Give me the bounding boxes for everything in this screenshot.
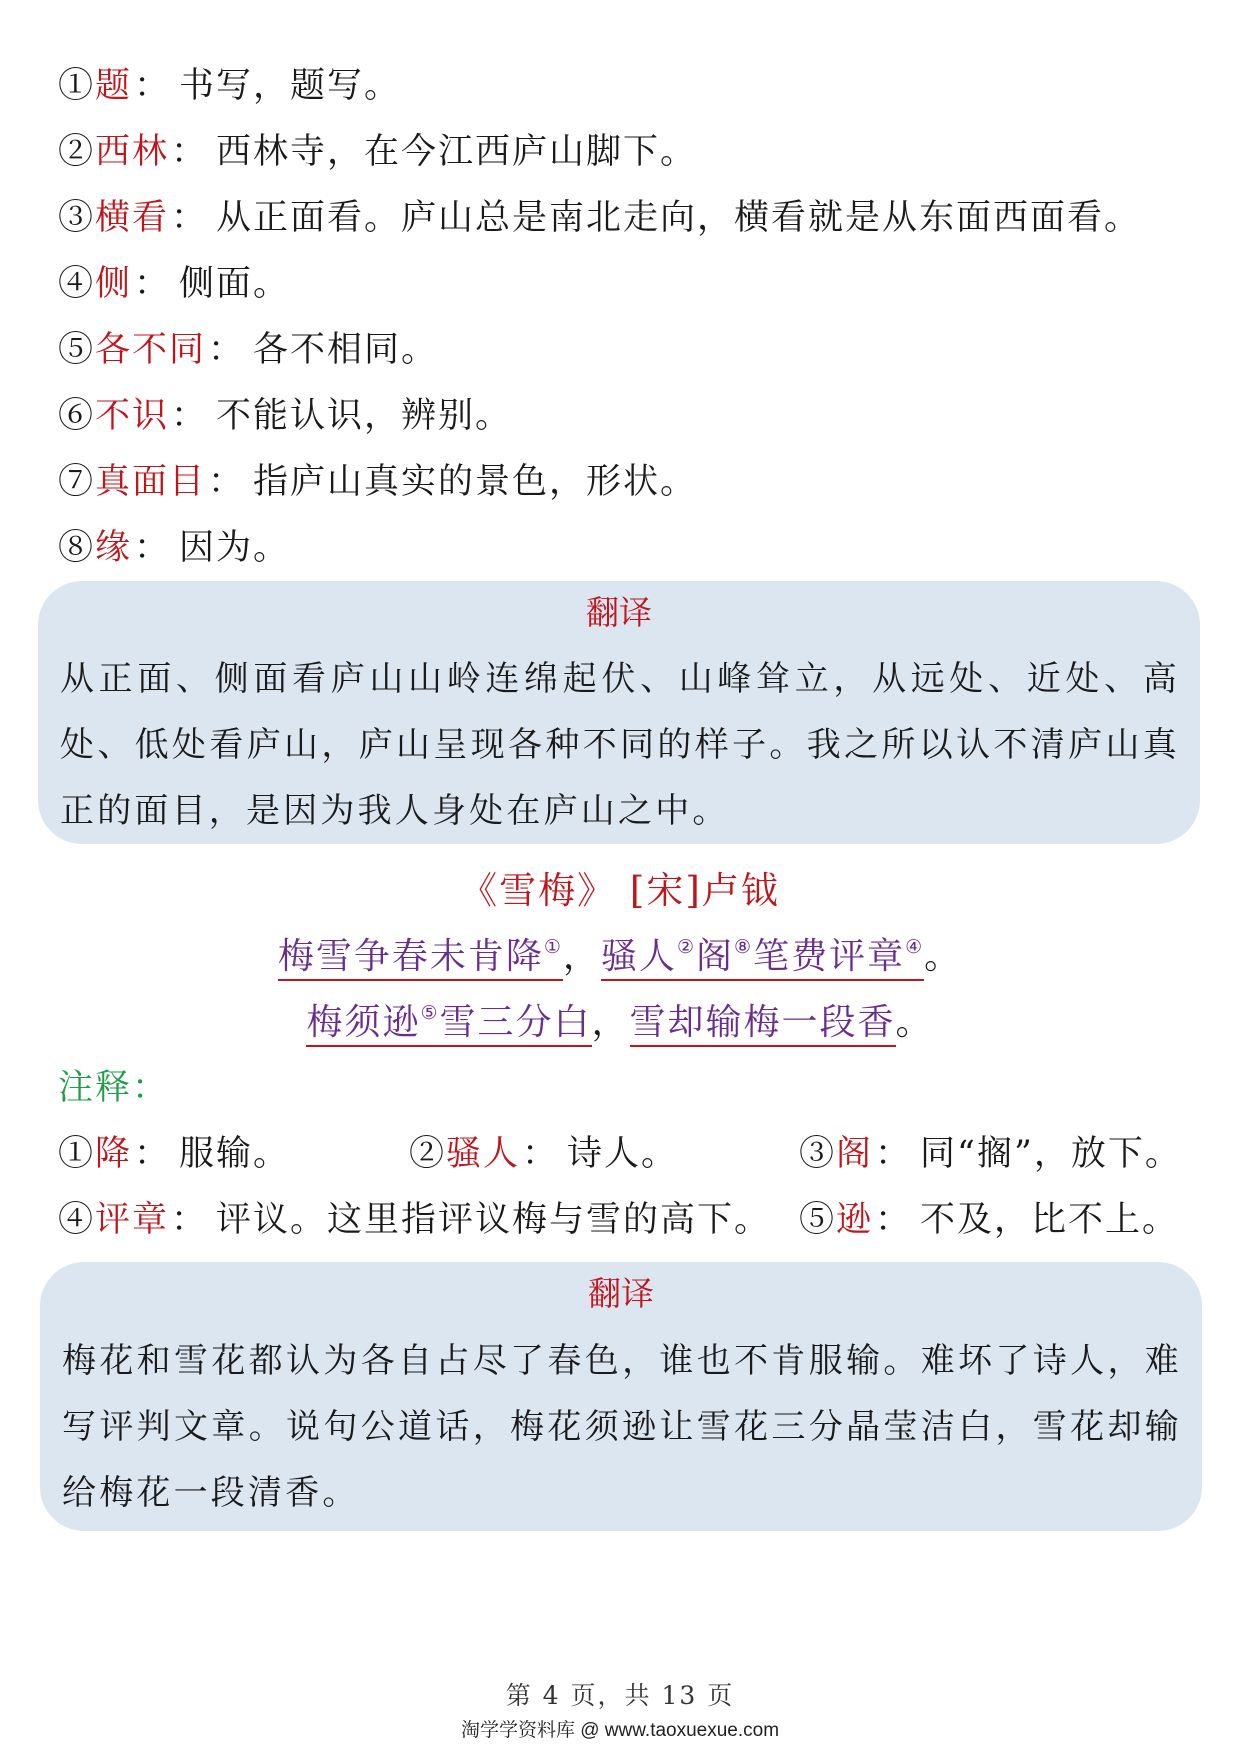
poem-phrase <box>630 1002 896 1047</box>
note-item <box>58 524 290 572</box>
gloss-item <box>799 1130 1182 1178</box>
note-definition: 指庐山真实的景色，形状。 <box>253 462 698 502</box>
note-number: ⑥ <box>58 396 96 436</box>
poem-punctuation: ， <box>591 1002 630 1043</box>
note-number: ③ <box>799 1134 837 1174</box>
translation-box <box>38 581 1200 844</box>
site-credit: 淘学学资料库 @ www.taoxuexue.com <box>460 1720 780 1741</box>
note-colon: ： <box>208 330 246 370</box>
note-term: 骚人 <box>446 1134 521 1174</box>
note-term: 侧 <box>95 264 133 304</box>
note-item <box>58 260 290 308</box>
poem-line <box>0 998 1240 1048</box>
note-term: 评章 <box>95 1200 170 1240</box>
note-item <box>58 392 512 440</box>
note-colon: ： <box>171 132 209 172</box>
note-number: ⑤ <box>58 330 96 370</box>
note-definition: 评议。这里指评议梅与雪的高下。 <box>216 1200 772 1240</box>
note-colon: ： <box>522 1134 560 1174</box>
translation-title: 翻译 <box>586 593 652 632</box>
note-number: ⑤ <box>799 1200 837 1240</box>
note-item <box>58 326 438 374</box>
note-term: 缘 <box>95 528 133 568</box>
note-term: 各不同 <box>95 330 207 370</box>
note-term: 题 <box>95 66 133 106</box>
note-number: ② <box>409 1134 447 1174</box>
poem-text: 雪三分白 <box>439 1002 592 1043</box>
gloss-item <box>58 1130 290 1178</box>
gloss-item <box>409 1130 678 1178</box>
note-definition: 同“搁”，放下。 <box>920 1134 1182 1174</box>
note-colon: ： <box>134 66 172 106</box>
translation-text: 梅花和雪花都认为各自占尽了春色，谁也不肯服输。难坏了诗人，难写评判文章。说句公道话，梅花须逊让雪花三分晶莹洁白，雪花却输给梅花一段清香。 <box>62 1341 1182 1513</box>
note-definition: 因为。 <box>179 528 291 568</box>
footnote-marker: ① <box>543 936 563 958</box>
poem-phrase <box>601 936 924 981</box>
poem-text: 梅雪争春未肯降 <box>277 936 544 977</box>
note-colon: ： <box>171 396 209 436</box>
poem-line <box>0 932 1240 982</box>
poem-text: 梅须逊 <box>306 1002 421 1043</box>
notes-label: 注释： <box>58 1068 170 1108</box>
footnote-marker: ⑤ <box>420 1002 440 1024</box>
note-term: 阁 <box>836 1134 874 1174</box>
note-colon: ： <box>875 1134 913 1174</box>
poem-text: 骚人 <box>600 936 677 977</box>
note-term: 真面目 <box>95 462 207 502</box>
note-colon: ： <box>875 1200 913 1240</box>
note-number: ② <box>58 132 96 172</box>
note-term: 西林 <box>95 132 170 172</box>
note-definition: 诗人。 <box>567 1134 679 1174</box>
footnote-marker: ② <box>676 936 696 958</box>
note-number: ① <box>58 1134 96 1174</box>
poem-title: 《雪梅》 [宋]卢钺 <box>460 869 780 912</box>
poem-phrase <box>278 936 563 981</box>
note-item <box>58 194 1141 242</box>
note-definition: 不及，比不上。 <box>920 1200 1180 1240</box>
note-number: ① <box>58 66 96 106</box>
note-definition: 从正面看。庐山总是南北走向，横看就是从东面西面看。 <box>216 198 1142 238</box>
note-number: ③ <box>58 198 96 238</box>
note-term: 不识 <box>95 396 170 436</box>
poem-text: 阁 <box>696 936 735 977</box>
footnote-marker: ④ <box>905 936 925 958</box>
poem-punctuation: 。 <box>924 936 963 977</box>
gloss-item <box>58 1196 771 1244</box>
page-number: 第 4 页，共 13 页 <box>505 1681 735 1710</box>
note-colon: ： <box>171 1200 209 1240</box>
translation-title: 翻译 <box>588 1274 654 1313</box>
poem-text: 笔费评章 <box>753 936 906 977</box>
note-term: 横看 <box>95 198 170 238</box>
note-item <box>58 62 401 110</box>
note-colon: ： <box>208 462 246 502</box>
note-term: 降 <box>95 1134 133 1174</box>
footnote-marker: ⑧ <box>734 936 754 958</box>
note-definition: 各不相同。 <box>253 330 439 370</box>
note-colon: ： <box>134 528 172 568</box>
note-item <box>58 458 697 506</box>
poem-punctuation: 。 <box>895 1002 934 1043</box>
note-definition: 不能认识，辨别。 <box>216 396 513 436</box>
poem-punctuation: ， <box>562 936 601 977</box>
note-item <box>58 128 697 176</box>
poem-phrase <box>306 1002 591 1047</box>
note-number: ⑦ <box>58 462 96 502</box>
translation-text: 从正面、侧面看庐山山岭连绵起伏、山峰耸立，从远处、近处、高处、低处看庐山，庐山呈现各种不同的样子。我之所以认不清庐山真正的面目，是因为我人身处在庐山之中。 <box>60 659 1180 831</box>
note-number: ⑧ <box>58 528 96 568</box>
poem-text: 雪却输梅一段香 <box>629 1002 896 1043</box>
gloss-item <box>799 1196 1179 1244</box>
note-term: 逊 <box>836 1200 874 1240</box>
translation-box <box>40 1262 1202 1531</box>
note-definition: 服输。 <box>179 1134 291 1174</box>
note-number: ④ <box>58 264 96 304</box>
note-definition: 西林寺，在今江西庐山脚下。 <box>216 132 698 172</box>
note-definition: 书写，题写。 <box>179 66 402 106</box>
note-colon: ： <box>134 264 172 304</box>
note-definition: 侧面。 <box>179 264 291 304</box>
note-colon: ： <box>134 1134 172 1174</box>
note-number: ④ <box>58 1200 96 1240</box>
note-colon: ： <box>171 198 209 238</box>
